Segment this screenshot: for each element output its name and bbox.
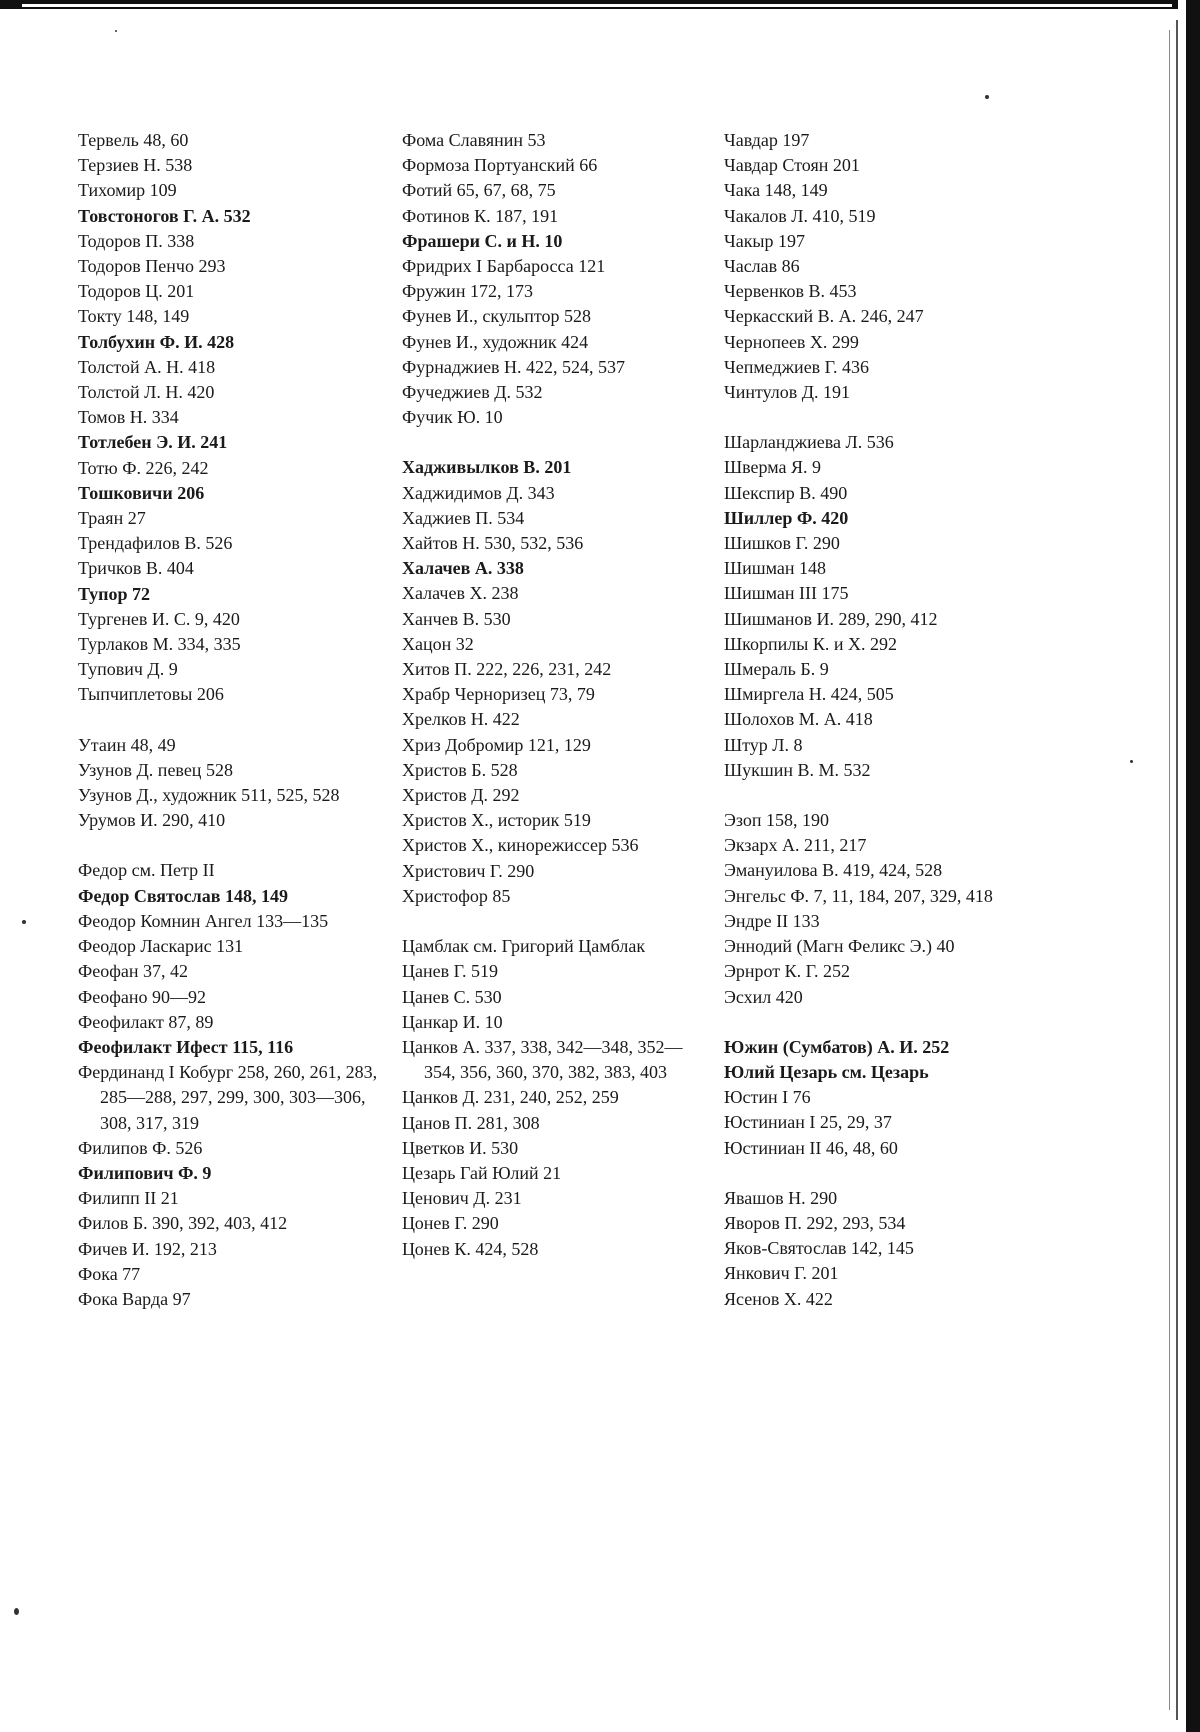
index-entry: Южин (Сумбатов) А. И. 252 — [724, 1036, 950, 1057]
index-entry: Чавдар 197 — [724, 130, 810, 150]
index-entry: Фружин 172, 173 — [402, 281, 533, 302]
index-entry: Филипп II 21 — [78, 1188, 179, 1209]
index-entry: Христофор 85 — [402, 885, 511, 906]
index-entry: Цанков Д. 231, 240, 252, 259 — [402, 1087, 619, 1108]
index-entry: Хацон 32 — [402, 633, 474, 654]
group-spacer — [724, 405, 1042, 430]
index-entry: Эрнрот К. Г. 252 — [724, 961, 851, 982]
index-entry: Цамблак см. Григорий Цамблак — [402, 936, 646, 957]
index-entry: Юстиниан II 46, 48, 60 — [724, 1137, 898, 1158]
index-entry: Цветков И. 530 — [402, 1137, 519, 1158]
index-entry: Толстой Л. Н. 420 — [78, 382, 215, 403]
index-entry: Янкович Г. 201 — [724, 1263, 839, 1284]
index-column-1 — [78, 128, 386, 1312]
index-entry: Шкорпилы К. и Х. 292 — [724, 633, 897, 654]
index-entry: Шишманов И. 289, 290, 412 — [724, 608, 938, 629]
index-entry: Чинтулов Д. 191 — [724, 382, 851, 403]
scan-edge-line — [1176, 20, 1178, 1720]
scan-speck — [985, 95, 989, 99]
index-entry: Хриз Добромир 121, 129 — [402, 734, 591, 755]
index-entry: Филов Б. 390, 392, 403, 412 — [78, 1213, 288, 1234]
index-entry: Тургенев И. С. 9, 420 — [78, 608, 240, 629]
index-entry: Толстой А. Н. 418 — [78, 356, 216, 377]
index-entry: Утаин 48, 49 — [78, 734, 176, 755]
index-entry: Фотий 65, 67, 68, 75 — [402, 180, 556, 201]
index-entry: Толбухин Ф. И. 428 — [78, 331, 235, 352]
index-entry: Хрелков Н. 422 — [402, 709, 520, 730]
index-entry: Фучик Ю. 10 — [402, 407, 503, 428]
index-entry: Феофано 90—92 — [78, 986, 206, 1007]
index-entry: Трендафилов В. 526 — [78, 533, 233, 554]
index-entry: Эмануилова В. 419, 424, 528 — [724, 860, 943, 881]
index-entry: Формоза Портуанский 66 — [402, 155, 598, 176]
index-entry: Ценович Д. 231 — [402, 1188, 522, 1209]
index-entry: Фрашери С. и Н. 10 — [402, 230, 563, 251]
index-entry: Ясенов Х. 422 — [724, 1288, 833, 1309]
index-entry: Юстиниан I 25, 29, 37 — [724, 1112, 892, 1133]
scan-edge-line-inner — [1169, 30, 1170, 1710]
index-entry: Чакалов Л. 410, 519 — [724, 205, 876, 226]
index-entry: Явашов Н. 290 — [724, 1187, 838, 1208]
index-entry: Феофан 37, 42 — [78, 961, 188, 982]
index-entry: Траян 27 — [78, 508, 146, 529]
index-entry: Эннодий (Магн Феликс Э.) 40 — [724, 936, 955, 957]
index-entry: Шишков Г. 290 — [724, 533, 840, 554]
index-entry: Цанов П. 281, 308 — [402, 1112, 540, 1133]
index-entry: Христов Д. 292 — [402, 785, 520, 806]
index-entry: Цезарь Гай Юлий 21 — [402, 1162, 562, 1183]
index-entry: Христов Х., историк 519 — [402, 810, 591, 831]
index-entry: Ханчев В. 530 — [402, 608, 511, 629]
index-entry: Халачев Х. 238 — [402, 583, 519, 604]
index-entry: Токту 148, 149 — [78, 306, 190, 327]
index-entry: Шолохов М. А. 418 — [724, 709, 873, 730]
index-entry: Хайтов Н. 530, 532, 536 — [402, 533, 584, 554]
index-entry: Тыпчиплетовы 206 — [78, 684, 224, 705]
index-entry: Тупович Д. 9 — [78, 659, 178, 680]
index-entry: Цанев С. 530 — [402, 986, 502, 1007]
index-entry: Хитов П. 222, 226, 231, 242 — [402, 659, 612, 680]
index-entry: Экзарх А. 211, 217 — [724, 835, 867, 856]
index-entry: Тодоров Ц. 201 — [78, 281, 195, 302]
index-entry: Черкасский В. А. 246, 247 — [724, 306, 924, 327]
index-entry: Тотлебен Э. И. 241 — [78, 432, 228, 453]
index-entry: Фома Славянин 53 — [402, 130, 546, 150]
index-column-2 — [402, 128, 708, 1262]
index-entry: Турлаков М. 334, 335 — [78, 634, 241, 655]
index-entry: Томов Н. 334 — [78, 407, 179, 428]
index-entry: Товстоногов Г. А. 532 — [78, 205, 251, 226]
index-entry: Шукшин В. М. 532 — [724, 759, 871, 780]
index-entry: Фердинанд I Кобург 258, 260, 261, 283, 285—288, 297, 299, 300, 303—306, 308, 317, 319 — [78, 1062, 378, 1133]
index-entry: Чавдар Стоян 201 — [724, 155, 860, 176]
index-entry: Шарланджиева Л. 536 — [724, 432, 894, 453]
index-entry: Феофилакт Ифест 115, 116 — [78, 1036, 294, 1057]
index-entry: Яворов П. 292, 293, 534 — [724, 1212, 906, 1233]
index-entry: Христов Б. 528 — [402, 759, 518, 780]
index-entry: Эндре II 133 — [724, 910, 820, 931]
index-entry: Фучеджиев Д. 532 — [402, 382, 543, 403]
index-entry: Фока 77 — [78, 1263, 141, 1284]
group-spacer — [78, 833, 386, 858]
index-entry: Шишман 148 — [724, 558, 827, 579]
index-entry: Феодор Комнин Ангел 133—135 — [78, 910, 329, 931]
index-entry: Терзиев Н. 538 — [78, 155, 193, 176]
group-spacer — [402, 430, 708, 455]
index-entry: Христович Г. 290 — [402, 860, 535, 881]
index-entry: Фока Варда 97 — [78, 1288, 191, 1309]
index-entry: Узунов Д., художник 511, 525, 528 — [78, 785, 340, 806]
index-entry: Юстин I 76 — [724, 1087, 811, 1108]
group-spacer — [724, 783, 1042, 808]
index-entry: Храбр Черноризец 73, 79 — [402, 684, 595, 705]
index-entry: Хадживылков В. 201 — [402, 457, 572, 478]
index-entry: Тодоров П. 338 — [78, 230, 195, 251]
index-entry: Юлий Цезарь см. Цезарь — [724, 1061, 929, 1082]
index-entry: Урумов И. 290, 410 — [78, 810, 226, 831]
index-entry: Федор см. Петр II — [78, 860, 215, 881]
index-entry: Тервель 48, 60 — [78, 130, 189, 150]
index-entry: Тошковичи 206 — [78, 482, 205, 503]
scan-speck — [115, 30, 117, 32]
index-entry: Фунев И., скульптор 528 — [402, 306, 591, 327]
index-entry: Цанкар И. 10 — [402, 1011, 503, 1032]
index-entry: Феодор Ласкарис 131 — [78, 936, 244, 957]
index-entry: Шверма Я. 9 — [724, 457, 822, 478]
index-entry: Червенков В. 453 — [724, 281, 857, 302]
index-entry: Штур Л. 8 — [724, 734, 803, 755]
index-entry: Чакыр 197 — [724, 230, 806, 251]
scan-border-right — [1186, 0, 1200, 1732]
index-entry: Христов Х., кинорежиссер 536 — [402, 835, 639, 856]
index-entry: Фотинов К. 187, 191 — [402, 205, 559, 226]
index-entry: Цонев К. 424, 528 — [402, 1238, 539, 1259]
index-entry: Фичев И. 192, 213 — [78, 1238, 217, 1259]
index-entry: Фридрих I Барбаросса 121 — [402, 256, 606, 277]
index-entry: Шмиргела Н. 424, 505 — [724, 684, 894, 705]
scan-border-gap — [22, 4, 1172, 7]
group-spacer — [724, 1010, 1042, 1035]
index-entry: Тричков В. 404 — [78, 558, 194, 579]
index-entry: Филипович Ф. 9 — [78, 1162, 212, 1183]
index-entry: Эзоп 158, 190 — [724, 810, 830, 831]
index-entry: Цанков А. 337, 338, 342—348, 352—354, 356, 360, 370, 382, 383, 403 — [402, 1036, 683, 1083]
index-entry: Тотю Ф. 226, 242 — [78, 457, 209, 478]
index-entry: Узунов Д. певец 528 — [78, 759, 233, 780]
scan-speck — [14, 1608, 19, 1615]
index-entry: Федор Святослав 148, 149 — [78, 885, 288, 906]
index-entry: Цанев Г. 519 — [402, 961, 498, 982]
group-spacer — [724, 1161, 1042, 1186]
index-entry: Шмераль Б. 9 — [724, 659, 829, 680]
index-entry: Эсхил 420 — [724, 986, 803, 1007]
index-entry: Чака 148, 149 — [724, 180, 828, 201]
index-entry: Филипов Ф. 526 — [78, 1137, 203, 1158]
index-entry: Цонев Г. 290 — [402, 1213, 499, 1234]
index-entry: Халачев А. 338 — [402, 558, 524, 579]
index-entry: Энгельс Ф. 7, 11, 184, 207, 329, 418 — [724, 885, 993, 906]
index-column-3 — [724, 128, 1042, 1312]
index-entry: Фунев И., художник 424 — [402, 331, 589, 352]
index-entry: Тупор 72 — [78, 583, 150, 604]
index-entry: Чепмеджиев Г. 436 — [724, 356, 870, 377]
index-entry: Чернопеев Х. 299 — [724, 331, 859, 352]
index-entry: Хаджидимов Д. 343 — [402, 482, 555, 503]
group-spacer — [402, 909, 708, 934]
index-entry: Фурнаджиев Н. 422, 524, 537 — [402, 356, 626, 377]
index-entry: Тодоров Пенчо 293 — [78, 256, 226, 277]
group-spacer — [78, 708, 386, 733]
index-entry: Хаджиев П. 534 — [402, 507, 525, 528]
index-entry: Шиллер Ф. 420 — [724, 507, 849, 528]
index-page — [0, 128, 1150, 1368]
index-entry: Феофилакт 87, 89 — [78, 1011, 214, 1032]
index-entry: Яков-Святослав 142, 145 — [724, 1238, 914, 1259]
index-entry: Часлав 86 — [724, 256, 800, 277]
index-entry: Тихомир 109 — [78, 180, 177, 201]
index-entry: Шекспир В. 490 — [724, 482, 848, 503]
index-entry: Шишман III 175 — [724, 583, 849, 604]
